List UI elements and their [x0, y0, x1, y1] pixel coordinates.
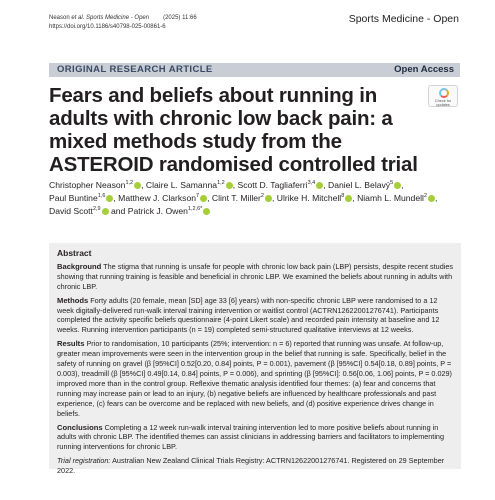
author-name-text: Claire L. Samanna — [145, 180, 218, 190]
author-name-text: Ulrike H. Mitchell — [276, 193, 342, 203]
orcid-icon[interactable] — [394, 182, 401, 189]
citation-journal: Sports Medicine - Open — [86, 15, 150, 21]
author-affiliation: 1,2 — [217, 180, 225, 187]
author-and: and — [111, 206, 126, 216]
orcid-icon[interactable] — [226, 182, 233, 189]
trial-registration — [57, 456, 455, 476]
article-type-banner — [49, 63, 460, 77]
orcid-icon[interactable] — [428, 195, 435, 202]
section-label: Results — [57, 339, 85, 349]
author-affiliation: 1,2,6* — [187, 206, 203, 213]
citation-year-volume: (2025) 11:66 — [163, 15, 197, 21]
section-text: Completing a 12 week run-walk interval training intervention led to more positive beliefs about running in adults with chronic LBP. The identified themes can assist clinicians in addressing barriers and facilitators to implementing running interventions for chronic LBP. — [57, 422, 444, 452]
author-name-text: Clint T. Miller — [211, 193, 261, 203]
section-label: Conclusions — [57, 422, 103, 432]
orcid-icon[interactable] — [102, 208, 109, 215]
orcid-icon[interactable] — [200, 195, 207, 202]
abstract-heading: Abstract — [57, 248, 92, 258]
author-name-text: Paul Buntine — [49, 193, 98, 203]
author-name-text: Niamh L. Mundell — [357, 193, 424, 203]
abstract-conclusions — [57, 423, 455, 453]
author-name[interactable] — [49, 206, 109, 216]
section-label: Background — [57, 261, 102, 271]
author-name-text: Matthew J. Clarkson — [118, 193, 197, 203]
author-name[interactable] — [146, 180, 233, 190]
check-for-updates-label: Check for updates — [434, 99, 452, 107]
open-access-label: Open Access — [394, 64, 454, 75]
author-affiliation: 1,6 — [97, 193, 106, 200]
orcid-icon[interactable] — [106, 195, 113, 202]
author-affiliation: 2,9 — [92, 206, 101, 213]
author-name[interactable] — [277, 193, 353, 203]
section-text: The stigma that running is unsafe for people with chronic low back pain (LBP) persists, despite recent studies showing that running training is feasible and beneficial in chronic LBP. We examined the beliefs about running in adults with chronic LBP. — [57, 261, 453, 291]
running-header-citation — [49, 14, 197, 32]
abstract-methods — [57, 296, 455, 336]
section-text: Prior to randomisation, 10 participants (25%; intervention: n = 6) reported that running was unsafe. At follow-up, greater mean improvements were seen in the intervention group in the belief that running is safe. Specifically, belief in the safety of running on gravel (β [95%CI] 0.52[0.20, 0.84] points, P = 0.001), pavement (β [95%CI] 0.54[0.18, 0.89] points, P = 0.003), treadmill (β [95%CI] 0.49[0.14, 0.84] points, P = 0.006), and sprinting (β [95%CI]: 0.56[0.06, 1.06] points, P = 0.029) improved more than in the control group. Reflexive thematic analysis identified four themes: (a) fear and concerns that running may increase pain or lead to an injury, (b) negative beliefs are influenced by healthcare professionals and past experience, (c) fears can be overcome and be replaced with new beliefs, and (d) positive experience drives change in beliefs. — [57, 339, 452, 418]
orcid-icon[interactable] — [316, 182, 323, 189]
section-label: Methods — [57, 295, 89, 305]
author-name[interactable] — [328, 180, 401, 190]
article-type: ORIGINAL RESEARCH ARTICLE — [57, 64, 213, 75]
citation-authors: Neason — [49, 15, 70, 21]
author-name[interactable] — [238, 180, 324, 190]
author-affiliation: 7 — [196, 193, 200, 200]
orcid-icon[interactable] — [345, 195, 352, 202]
trial-registration-text: Australian New Zealand Clinical Trials Registry: ACTRN12622001276741. Registered on 29 September 2022. — [57, 456, 445, 476]
author-affiliation: 2 — [423, 193, 427, 200]
orcid-icon[interactable] — [203, 208, 210, 215]
author-name[interactable] — [357, 193, 435, 203]
author-name-text: David Scott — [49, 206, 93, 216]
author-name-text: Scott D. Tagliaferri — [237, 180, 308, 190]
author-name-text: Christopher Neason — [49, 180, 126, 190]
doi-link[interactable]: https://doi.org/10.1186/s40798-025-00861-6 — [49, 24, 166, 30]
article-title: Fears and beliefs about running in adults with chronic low back pain: a mixed methods study from the ASTEROID randomised controlled trial — [49, 84, 418, 176]
trial-registration-label: Trial registration: — [57, 456, 111, 466]
abstract-background — [57, 262, 455, 292]
author-name[interactable] — [212, 193, 272, 203]
author-affiliation: 2 — [260, 193, 264, 200]
author-name-text: Daniel L. Belavý — [328, 180, 391, 190]
citation-line — [49, 14, 197, 23]
author-name[interactable] — [118, 193, 207, 203]
author-list: Christopher Neason$^{1,2}$ , Claire L. Samanna$^{1,2}$ , Scott D. Tagliaferri$^{3,4}$ , Daniel L. Belavý$^5$ , Paul Buntine$^{1,6}$ , Matthew J. Clarkson$^7$ , Clint T. Miller$^2$ , Ulrike H. Mitchell$^8$ , Niamh L. Mundell$^2$ , David Scott$^{2,9}$ and Patrick J. Owen$^{1,2,6*}$ — [49, 180, 438, 216]
orcid-icon[interactable] — [134, 182, 141, 189]
abstract-results — [57, 339, 455, 418]
author-affiliation: 5 — [390, 180, 394, 187]
journal-name: Sports Medicine - Open — [348, 13, 459, 25]
author-name[interactable] — [128, 206, 211, 216]
author-name-text: Patrick J. Owen — [127, 206, 188, 216]
author-affiliation: 8 — [341, 193, 345, 200]
citation-etal: et al. — [71, 15, 85, 21]
author-affiliation: 1,2 — [125, 180, 134, 187]
orcid-icon[interactable] — [265, 195, 272, 202]
check-for-updates-button[interactable] — [428, 85, 458, 107]
abstract-box — [49, 243, 461, 476]
author-name[interactable] — [49, 180, 141, 190]
author-name[interactable] — [49, 193, 113, 203]
section-text: Forty adults (20 female, mean [SD] age 33 [6] years) with non-specific chronic LBP were randomised to a 12 week digitally-delivered run-walk interval training intervention or waitlist control (ACTRN12622001276741). Participants completed the activity specific beliefs questionnaire (4-point Likert scale) and recorded pain intensity at baseline and 12 weeks. Running intervention participants (n = 19) completed semi-structured qualitative interviews at 12 weeks. — [57, 295, 440, 335]
check-for-updates-icon — [439, 88, 449, 98]
author-affiliation: 3,4 — [307, 180, 316, 187]
